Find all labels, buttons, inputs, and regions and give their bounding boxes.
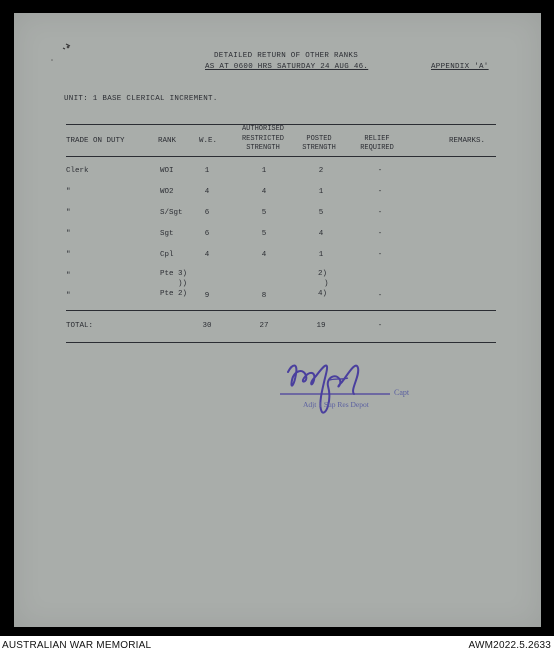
cell-we: 4 [204,251,210,259]
cell-auth: 4 [261,188,267,196]
header-posted [297,135,341,154]
cell-posted: 1 [318,188,324,196]
header-authorised-line1: AUTHORISED [241,125,284,133]
document-subtitle: AS AT 0600 HRS SATURDAY 24 AUG 46. [205,63,369,71]
cell-rank: WO2 [160,188,174,196]
header-relief-line2: REQUIRED [360,144,394,152]
cell-rank: Sgt [160,230,174,238]
header-authorised-line2: RESTRICTED [241,134,284,143]
cell-trade: " [66,272,71,280]
cell-auth: 4 [261,251,267,259]
header-we: W.E. [199,137,218,145]
cell-we: 4 [204,188,210,196]
cell-posted: 2 [318,167,324,175]
header-relief-line1: RELIEF [364,134,390,143]
cell-rank: S/Sgt [160,209,183,217]
unit-label: UNIT: 1 BASE CLERICAL INCREMENT. [64,95,218,103]
cell-relief: - [377,230,383,238]
signature-capt: Capt [394,388,410,397]
cell-trade: " [66,188,71,196]
cell-we: 6 [204,230,210,238]
cell-relief: - [377,188,383,196]
cell-auth: 5 [261,209,267,217]
cell-posted-bracket: ) [324,280,329,288]
cell-trade: " [66,230,71,238]
total-posted: 19 [316,322,326,330]
cell-auth: 5 [261,230,267,238]
total-bottom-rule [66,342,496,343]
cell-posted: 2) [318,270,328,278]
cell-auth: 1 [261,167,267,175]
cell-relief: - [377,209,383,217]
footer-accession-id: AWM2022.5.2633 [468,640,551,651]
cell-relief: - [377,167,383,175]
header-authorised [234,125,292,154]
cell-we: 9 [204,292,210,300]
cell-we: 6 [204,209,210,217]
cell-posted: 4 [318,230,324,238]
cell-posted: 4) [318,290,328,298]
header-authorised-line3: STRENGTH [246,144,280,152]
total-label: TOTAL: [66,322,94,330]
header-rank: RANK [158,137,177,145]
total-relief: - [377,322,383,330]
cell-relief: - [377,292,383,300]
cell-rank-bracket: )) [178,280,188,288]
footer-institution: AUSTRALIAN WAR MEMORIAL [2,640,152,651]
header-rule [66,156,496,157]
document-title: DETAILED RETURN OF OTHER RANKS [214,52,359,60]
cell-rank: Cpl [160,251,174,259]
header-relief [352,135,402,154]
signature-stamp: Adjt 1 Sup Res Depot [303,400,369,409]
appendix-label: APPENDIX 'A' [431,63,489,71]
ink-smudge [48,30,78,70]
cell-trade: " [66,251,71,259]
document-page [14,13,541,627]
total-top-rule [66,310,496,311]
header-remarks: REMARKS. [449,137,486,145]
total-we: 30 [202,322,212,330]
cell-posted: 5 [318,209,324,217]
header-posted-line2: STRENGTH [302,144,336,152]
cell-relief: - [377,251,383,259]
total-auth: 27 [259,322,269,330]
cell-trade: Clerk [66,167,89,175]
cell-rank: Pte 3) [160,270,188,278]
cell-auth: 8 [261,292,267,300]
cell-trade: " [66,292,71,300]
header-trade: TRADE ON DUTY [66,137,125,145]
cell-rank: WOI [160,167,174,175]
header-posted-line1: POSTED [306,134,332,143]
cell-posted: 1 [318,251,324,259]
cell-rank: Pte 2) [160,290,188,298]
cell-trade: " [66,209,71,217]
cell-we: 1 [204,167,210,175]
